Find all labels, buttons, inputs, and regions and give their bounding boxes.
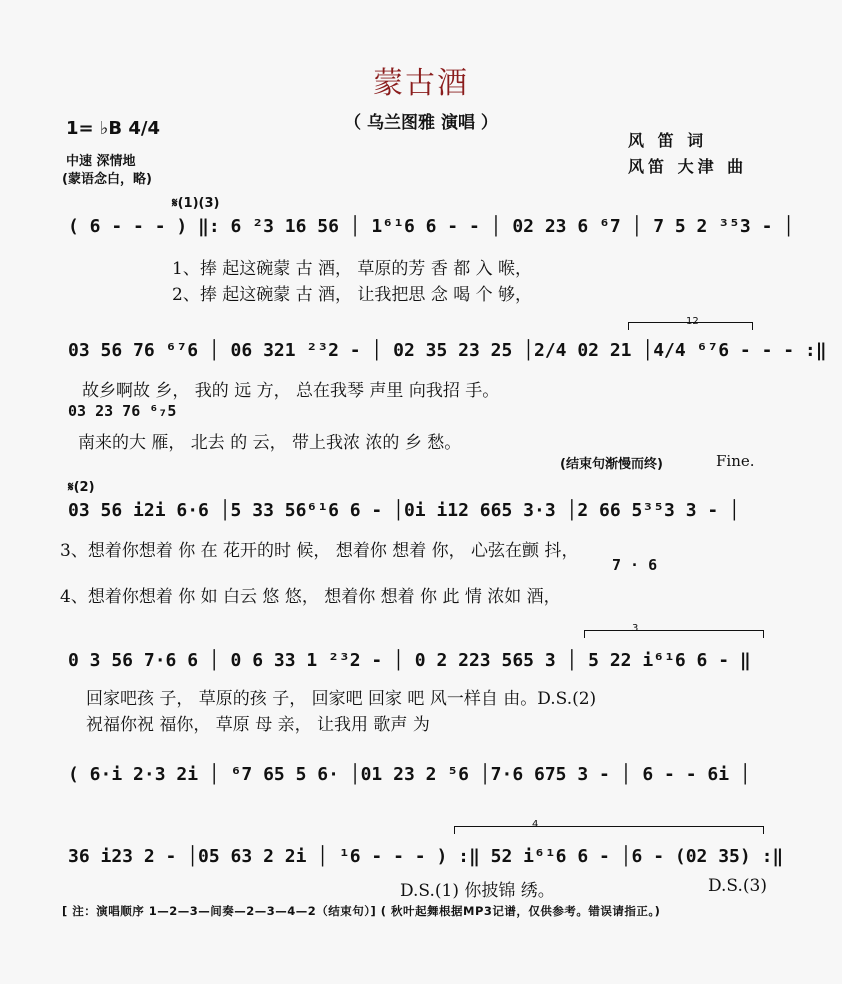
- lyric-line-4-verse-3: 回家吧孩 子， 草原的孩 子， 回家吧 回家 吧 风一样自 由。D.S.(2): [86, 689, 597, 709]
- score-line-5-interlude: ( 6·i 2·3 2i │ ⁶7 65 5 6· │01 23 2 ⁵6 │7·6 675 3 - │ 6 - - 6i │: [68, 764, 751, 785]
- lyric-line-6: D.S.(1) 你披锦 绣。: [400, 881, 555, 901]
- remark-text: (蒙语念白，略): [62, 172, 152, 187]
- song-title: 蒙古酒: [373, 66, 469, 101]
- score-line-3: 03 56 i2i 6·6 │5 33 56⁶¹6 6 - │0i i12 665 3·3 │2 66 5³⁵3 3 - │: [68, 500, 740, 521]
- composer-credit: 风笛 大津 曲: [628, 157, 748, 176]
- alt-notes-line-3: 7 · 6: [612, 556, 658, 574]
- lyric-line-4-verse-4: 祝福你祝 福你， 草原 母 亲， 让我用 歌声 为: [86, 715, 430, 735]
- fine-marking: Fine.: [716, 452, 755, 470]
- ending-note: (结束句渐慢而终): [560, 457, 663, 472]
- score-line-4: 0 3 56 7·6 6 │ 0 6 33 1 ²³2 - │ 0 2 223 565 3 │ 5 22 i⁶¹6 6 - ‖: [68, 650, 751, 671]
- tempo-marking: 中速 深情地: [66, 154, 136, 169]
- ending-bracket-2: [454, 826, 764, 834]
- alt-notes-line-2: 03 23 76 ⁶₇5: [68, 402, 177, 420]
- singer-subtitle: （ 乌兰图雅 演唱 ）: [344, 113, 498, 133]
- score-line-2: 03 56 76 ⁶⁷6 │ 06 321 ²³2 - │ 02 35 23 25 │2/4 02 21 │4/4 ⁶⁷6 - - - :‖: [68, 340, 827, 361]
- score-line-1: ( 6 - - - ) ‖: 6 ²3 16 56 │ 1⁶¹6 6 - - │ 02 23 6 ⁶7 │ 7 5 2 ³⁵3 - │: [68, 216, 795, 237]
- key-signature: 1= ♭B 4/4: [66, 118, 160, 139]
- ending-bracket-label-1: 12: [686, 316, 699, 327]
- segno-mark-1: 𝄋(1)(3): [172, 196, 220, 211]
- lyric-line-1-verse-2: 2、捧 起这碗蒙 古 酒， 让我把思 念 喝 个 够，: [172, 285, 533, 305]
- lyric-line-2-verse-1: 故乡啊故 乡， 我的 远 方， 总在我琴 声里 向我招 手。: [82, 381, 500, 401]
- triplet-bracket-label-1: 3: [632, 623, 639, 634]
- score-line-6: 36 i23 2 - │05 63 2 2i │ ¹6 - - - ) :‖ 52 i⁶¹6 6 - │6 - (02 35) :‖: [68, 846, 784, 867]
- triplet-bracket-1: [584, 630, 764, 638]
- lyric-line-3-verse-4: 4、想着你想着 你 如 白云 悠 悠， 想着你 想着 你 此 情 浓如 酒，: [60, 587, 561, 607]
- footer-note: [ 注：演唱顺序 1—2—3—间奏—2—3—4—2（结束句）] ( 秋叶起舞根据MP3记谱，仅供参考。错误请指正。): [62, 904, 661, 918]
- lyric-line-1-verse-1: 1、捧 起这碗蒙 古 酒， 草原的芳 香 都 入 喉，: [172, 259, 533, 279]
- lyricist-credit: 风 笛 词: [628, 131, 708, 150]
- lyric-line-2-verse-2: 南来的大 雁， 北去 的 云， 带上我浓 浓的 乡 愁。: [78, 433, 462, 453]
- lyric-line-3-verse-3: 3、想着你想着 你 在 花开的时 候， 想着你 想着 你， 心弦在颤 抖，: [60, 541, 579, 561]
- ds3-marking: D.S.(3): [708, 876, 767, 896]
- ending-bracket-label-2: 4: [532, 819, 539, 830]
- segno-mark-2: 𝄋(2): [68, 480, 95, 495]
